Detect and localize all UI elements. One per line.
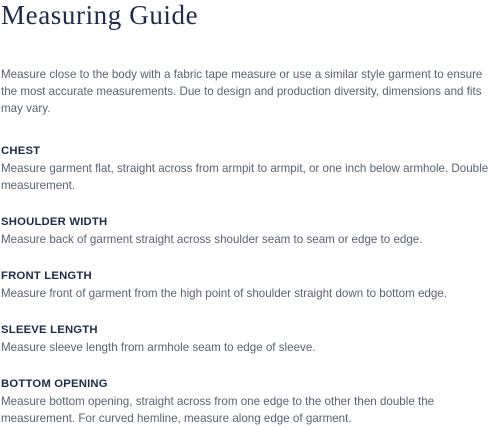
section-front-length	[1, 268, 498, 302]
section-chest	[1, 143, 498, 194]
section-heading-chest: CHEST	[1, 145, 41, 157]
page-title: Measuring Guide	[1, 0, 199, 30]
section-shoulder-width	[1, 214, 498, 248]
section-text-sleeve-length: Measure sleeve length from armhole seam to edge of sleeve.	[1, 341, 316, 354]
section-heading-sleeve-length: SLEEVE LENGTH	[1, 324, 98, 336]
section-heading-shoulder-width: SHOULDER WIDTH	[1, 216, 108, 228]
section-sleeve-length	[1, 322, 498, 356]
section-text-chest: Measure garment flat, straight across from armpit to armpit, or one inch below armhole. Double measurement.	[1, 162, 489, 192]
section-bottom-opening	[1, 376, 498, 427]
section-heading-front-length: FRONT LENGTH	[1, 270, 92, 282]
intro-text: Measure close to the body with a fabric tape measure or use a similar style garment to ensure the most accurate measurements. Due to design and production diversity, dimensions and fits may vary.	[1, 68, 483, 115]
section-text-front-length: Measure front of garment from the high point of shoulder straight down to bottom edge.	[1, 287, 447, 300]
section-heading-bottom-opening: BOTTOM OPENING	[1, 378, 108, 390]
section-text-shoulder-width: Measure back of garment straight across shoulder seam to seam or edge to edge.	[1, 233, 423, 246]
section-text-bottom-opening: Measure bottom opening, straight across from one edge to the other then double the measurement. For curved hemline, measure along edge of garment.	[1, 395, 435, 425]
